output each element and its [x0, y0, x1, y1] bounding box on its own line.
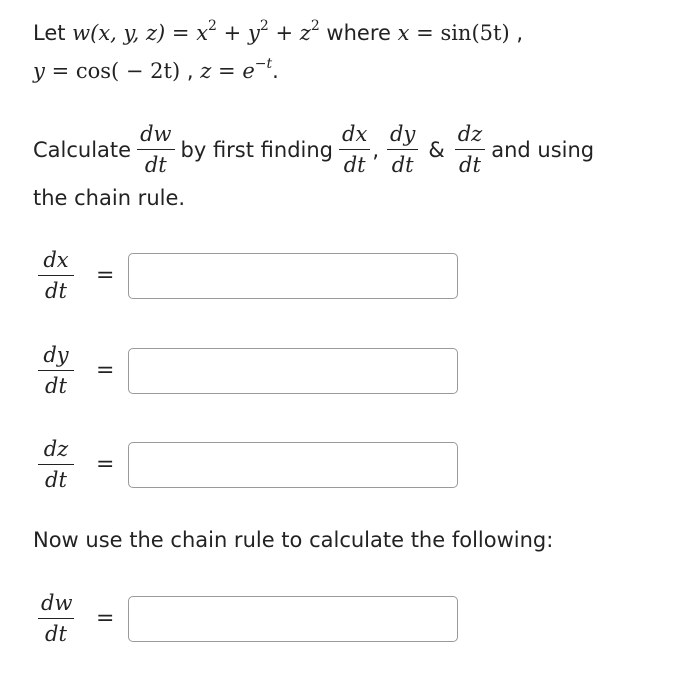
y-definition: cos( − 2t) [75, 59, 181, 83]
dx-dt-fraction: $\frac{dx}{dt}$ [339, 122, 370, 177]
problem-statement-line-1: Let w(x, y, $z) = x^2 + y^2 + z^2$ where x = sin(5t) , [33, 18, 524, 45]
intro-text: Let [33, 21, 66, 45]
dy-dt-input[interactable] [128, 348, 458, 394]
instruction-line-1: Calculate $\frac{dw}{dt}$ by first finding $\frac{dx}{dt}$ , $\frac{dy}{dt}$ & $\frac{dz}{dt}$ and using [33, 122, 595, 177]
dz-dt-label: $\frac{dz}{dt}$ [38, 437, 74, 492]
dw-dt-input[interactable] [128, 596, 458, 642]
dx-dt-input[interactable] [128, 253, 458, 299]
dz-dt-row: $\frac{dz}{dt}$ = [38, 437, 458, 492]
where-text: where [326, 21, 391, 45]
dx-dt-row: $\frac{dx}{dt}$ = [38, 248, 458, 303]
problem-statement-line-2: y = cos( − 2t) , $z = e^{-t}$. [33, 56, 279, 83]
dw-dt-fraction: $\frac{dw}{dt}$ [137, 122, 174, 177]
equals-sign: = [171, 21, 190, 45]
follow-up-text: Now use the chain rule to calculate the following: [33, 528, 554, 552]
dz-dt-fraction: $\frac{dz}{dt}$ [455, 122, 486, 177]
dz-dt-input[interactable] [128, 442, 458, 488]
dw-dt-row: $\frac{dw}{dt}$ = [38, 591, 458, 646]
dy-dt-row: $\frac{dy}{dt}$ = [38, 343, 458, 398]
function-lhs: w(x, y, z) [72, 21, 166, 45]
z-definition: e [242, 59, 255, 83]
instruction-line-2: the chain rule. [33, 186, 186, 210]
x-definition: sin(5t) [440, 21, 510, 45]
dx-dt-label: $\frac{dx}{dt}$ [38, 248, 74, 303]
dy-dt-label: $\frac{dy}{dt}$ [38, 343, 74, 398]
dw-dt-label: $\frac{dw}{dt}$ [38, 591, 74, 646]
dy-dt-fraction: $\frac{dy}{dt}$ [387, 122, 418, 177]
